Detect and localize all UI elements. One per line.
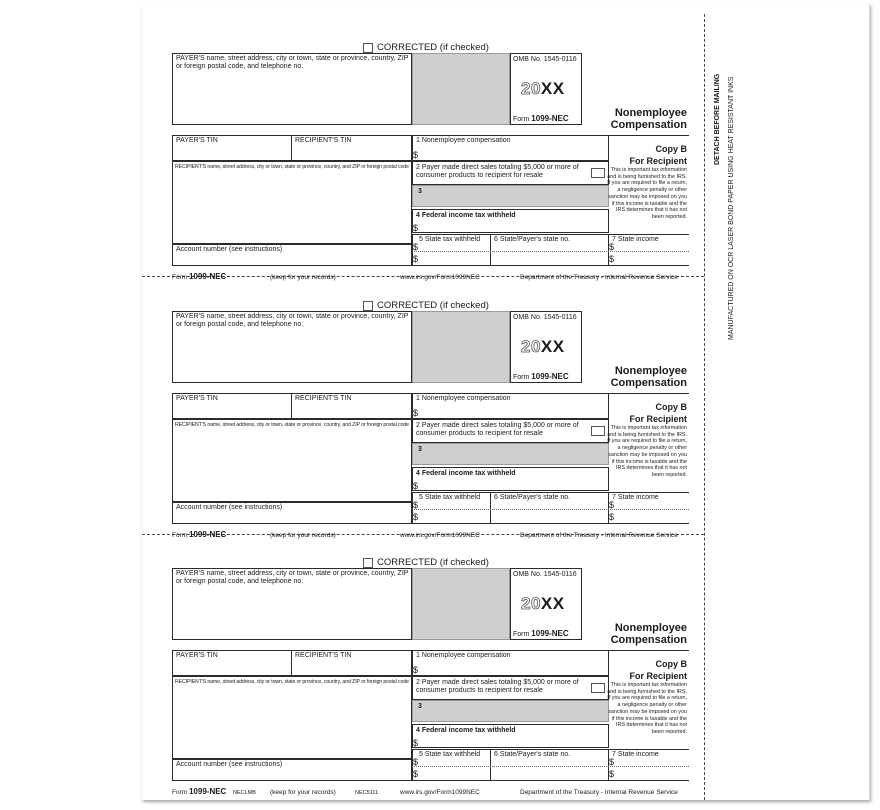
form-number: 1099-NEC — [531, 372, 569, 381]
recipient-info-box[interactable] — [172, 161, 412, 244]
recipient-info-box[interactable] — [172, 676, 412, 759]
box5-label: 5 State tax withheld — [419, 494, 481, 501]
shaded-area — [412, 311, 510, 383]
footer-form-id — [172, 531, 226, 540]
box5-dollar-2: $ — [413, 512, 419, 522]
year-solid: XX — [540, 337, 565, 356]
omb-number: OMB No. 1545-0116 — [513, 56, 577, 63]
box2-checkbox[interactable] — [591, 683, 605, 693]
year-solid: XX — [540, 594, 565, 613]
box7-label: 7 State income — [612, 751, 659, 758]
footer-url: www.irs.gov/Form1099NEC — [400, 532, 480, 539]
box2-checkbox[interactable] — [591, 168, 605, 178]
payer-info-label: PAYER'S name, street address, city or town, state or province, country, ZIP or foreign postal code, and telephone no. — [176, 313, 409, 328]
year-solid: XX — [540, 79, 565, 98]
form-number: 1099-NEC — [531, 114, 569, 123]
box4-dollar: $ — [413, 481, 419, 491]
account-number-label: Account number (see instructions) — [176, 246, 283, 253]
box4-label: 4 Federal income tax withheld — [416, 470, 516, 477]
footer-form-number: 1099-NEC — [188, 272, 227, 281]
box3-label: 3 — [418, 446, 422, 453]
state-dotted — [412, 251, 689, 252]
box5-dollar-1: $ — [413, 500, 419, 510]
form-number: 1099-NEC — [531, 629, 569, 638]
footer-form-number: 1099-NEC — [188, 530, 227, 539]
tax-year — [521, 338, 565, 356]
box2-label: 2 Payer made direct sales totaling $5,000 or more of consumer products to recipient for resale — [416, 164, 579, 179]
recipient-info-label: RECIPIENT'S name, street address, city or town, state or province, country, and ZIP or foreign postal code — [175, 679, 409, 685]
form-word: Form — [513, 116, 530, 123]
tax-year — [521, 80, 565, 98]
copyb-top-line — [609, 135, 689, 136]
account-number-label: Account number (see instructions) — [176, 761, 283, 768]
year-outline: 20 — [521, 594, 541, 613]
form-id-top — [513, 630, 569, 639]
box4-label: 4 Federal income tax withheld — [416, 212, 516, 219]
box1-label: 1 Nonemployee compensation — [416, 137, 511, 144]
box6-label: 6 State/Payer's state no. — [494, 236, 571, 243]
form-title-line1: Nonemployee — [614, 365, 687, 377]
box7-dollar-1: $ — [609, 242, 615, 252]
year-outline: 20 — [521, 337, 541, 356]
omb-number: OMB No. 1545-0116 — [513, 314, 577, 321]
recipient-info-label: RECIPIENT'S name, street address, city or town, state or province, country, and ZIP or foreign postal code — [175, 164, 409, 170]
box3-label: 3 — [418, 188, 422, 195]
box7-dollar-2: $ — [609, 512, 615, 522]
copyb-top-line — [609, 650, 689, 651]
footer-form-id — [172, 788, 226, 797]
footer-keep: (keep for your records) — [270, 789, 336, 796]
box1-label: 1 Nonemployee compensation — [416, 395, 511, 402]
tax-year — [521, 595, 565, 613]
box3-shaded — [412, 700, 609, 722]
box3-label: 3 — [418, 703, 422, 710]
form-id-top — [513, 115, 569, 124]
form-copy-2 — [0, 296, 880, 552]
recipient-info-label: RECIPIENT'S name, street address, city or town, state or province, country, and ZIP or foreign postal code — [175, 422, 409, 428]
state-div-1 — [490, 234, 491, 266]
recipient-tin-label: RECIPIENT'S TIN — [295, 395, 352, 402]
footer-form-number: 1099-NEC — [188, 787, 227, 796]
state-dotted — [412, 766, 689, 767]
payer-info-label: PAYER'S name, street address, city or town, state or province, country, ZIP or foreign postal code, and telephone no. — [176, 570, 409, 585]
box2-checkbox[interactable] — [591, 426, 605, 436]
state-div-1 — [490, 492, 491, 524]
footer-url: www.irs.gov/Form1099NEC — [400, 274, 480, 281]
shaded-area — [412, 53, 510, 125]
footer-form-word: Form — [172, 274, 188, 281]
box2-label: 2 Payer made direct sales totaling $5,000 or more of consumer products to recipient for resale — [416, 679, 579, 694]
copy-b-title: Copy B — [655, 144, 687, 154]
payer-tin-label: PAYER'S TIN — [176, 652, 218, 659]
recipient-info-box[interactable] — [172, 419, 412, 502]
box1-dollar: $ — [413, 150, 419, 160]
footer-keep: (keep for your records) — [270, 274, 336, 281]
box4-dollar: $ — [413, 738, 419, 748]
recipient-tin-label: RECIPIENT'S TIN — [295, 137, 352, 144]
detach-notice: DETACH BEFORE MAILING — [714, 73, 721, 165]
form-title-line1: Nonemployee — [614, 107, 687, 119]
box4-dollar: $ — [413, 223, 419, 233]
form-id-top — [513, 373, 569, 382]
footer-form-id — [172, 273, 226, 282]
box1-dollar: $ — [413, 665, 419, 675]
footer-form-word: Form — [172, 789, 188, 796]
footer-dept: Department of the Treasury - Internal Revenue Service — [520, 274, 678, 281]
copy-b-notice: This is important tax information and is being furnished to the IRS. If you are required to file a return, a negligence penalty or other sanction may be imposed on you if this income is taxable and the IRS determines that it has not been reported. — [607, 425, 687, 478]
form-title-line2: Compensation — [610, 119, 687, 131]
box6-label: 6 State/Payer's state no. — [494, 494, 571, 501]
form-copy-1 — [0, 38, 880, 294]
box5-label: 5 State tax withheld — [419, 236, 481, 243]
footer-form-word: Form — [172, 532, 188, 539]
year-outline: 20 — [521, 79, 541, 98]
copy-b-notice: This is important tax information and is being furnished to the IRS. If you are required to file a return, a negligence penalty or other sanction may be imposed on you if this income is taxable and the IRS determines that it has not been reported. — [607, 167, 687, 220]
form-word: Form — [513, 631, 530, 638]
box1-label: 1 Nonemployee compensation — [416, 652, 511, 659]
payer-tin-label: PAYER'S TIN — [176, 395, 218, 402]
manufactured-notice: MANUFACTURED ON OCR LASER BOND PAPER USING HEAT RESISTANT INKS — [728, 76, 735, 340]
state-div-1 — [490, 749, 491, 781]
copyb-top-line — [609, 393, 689, 394]
account-number-label: Account number (see instructions) — [176, 504, 283, 511]
for-recipient: For Recipient — [629, 671, 687, 681]
box5-label: 5 State tax withheld — [419, 751, 481, 758]
for-recipient: For Recipient — [629, 156, 687, 166]
box5-dollar-2: $ — [413, 769, 419, 779]
box4-label: 4 Federal income tax withheld — [416, 727, 516, 734]
box7-dollar-1: $ — [609, 500, 615, 510]
footer-keep: (keep for your records) — [270, 532, 336, 539]
corrected-label: CORRECTED (if checked) — [377, 42, 489, 53]
payer-tin-label: PAYER'S TIN — [176, 137, 218, 144]
form-title-line2: Compensation — [610, 377, 687, 389]
copy-b-title: Copy B — [655, 402, 687, 412]
for-recipient: For Recipient — [629, 414, 687, 424]
footer-dept: Department of the Treasury - Internal Revenue Service — [520, 789, 678, 796]
omb-number: OMB No. 1545-0116 — [513, 571, 577, 578]
corrected-checkbox[interactable] — [363, 558, 373, 568]
form-title-line2: Compensation — [610, 634, 687, 646]
box7-label: 7 State income — [612, 494, 659, 501]
box1-dollar: $ — [413, 408, 419, 418]
corrected-checkbox[interactable] — [363, 43, 373, 53]
footer-dept: Department of the Treasury - Internal Revenue Service — [520, 532, 678, 539]
corrected-label: CORRECTED (if checked) — [377, 300, 489, 311]
footer-url: www.irs.gov/Form1099NEC — [400, 789, 480, 796]
footer-code-2: NEC5111 — [355, 790, 379, 796]
copy-b-title: Copy B — [655, 659, 687, 669]
box3-shaded — [412, 443, 609, 465]
corrected-label: CORRECTED (if checked) — [377, 557, 489, 568]
box7-label: 7 State income — [612, 236, 659, 243]
shaded-area — [412, 568, 510, 640]
box7-dollar-2: $ — [609, 254, 615, 264]
copy-b-notice: This is important tax information and is being furnished to the IRS. If you are required to file a return, a negligence penalty or other sanction may be imposed on you if this income is taxable and the IRS determines that it has not been reported. — [607, 682, 687, 735]
box5-dollar-2: $ — [413, 254, 419, 264]
box7-dollar-1: $ — [609, 757, 615, 767]
state-dotted — [412, 509, 689, 510]
box5-dollar-1: $ — [413, 757, 419, 767]
box6-label: 6 State/Payer's state no. — [494, 751, 571, 758]
box3-shaded — [412, 185, 609, 207]
form-copy-3 — [0, 553, 880, 809]
box2-label: 2 Payer made direct sales totaling $5,000 or more of consumer products to recipient for resale — [416, 422, 579, 437]
box5-dollar-1: $ — [413, 242, 419, 252]
corrected-checkbox[interactable] — [363, 301, 373, 311]
footer-code-1: NECLMB — [233, 790, 256, 796]
form-word: Form — [513, 374, 530, 381]
box7-dollar-2: $ — [609, 769, 615, 779]
form-title-line1: Nonemployee — [614, 622, 687, 634]
payer-info-label: PAYER'S name, street address, city or town, state or province, country, ZIP or foreign postal code, and telephone no. — [176, 55, 409, 70]
recipient-tin-label: RECIPIENT'S TIN — [295, 652, 352, 659]
